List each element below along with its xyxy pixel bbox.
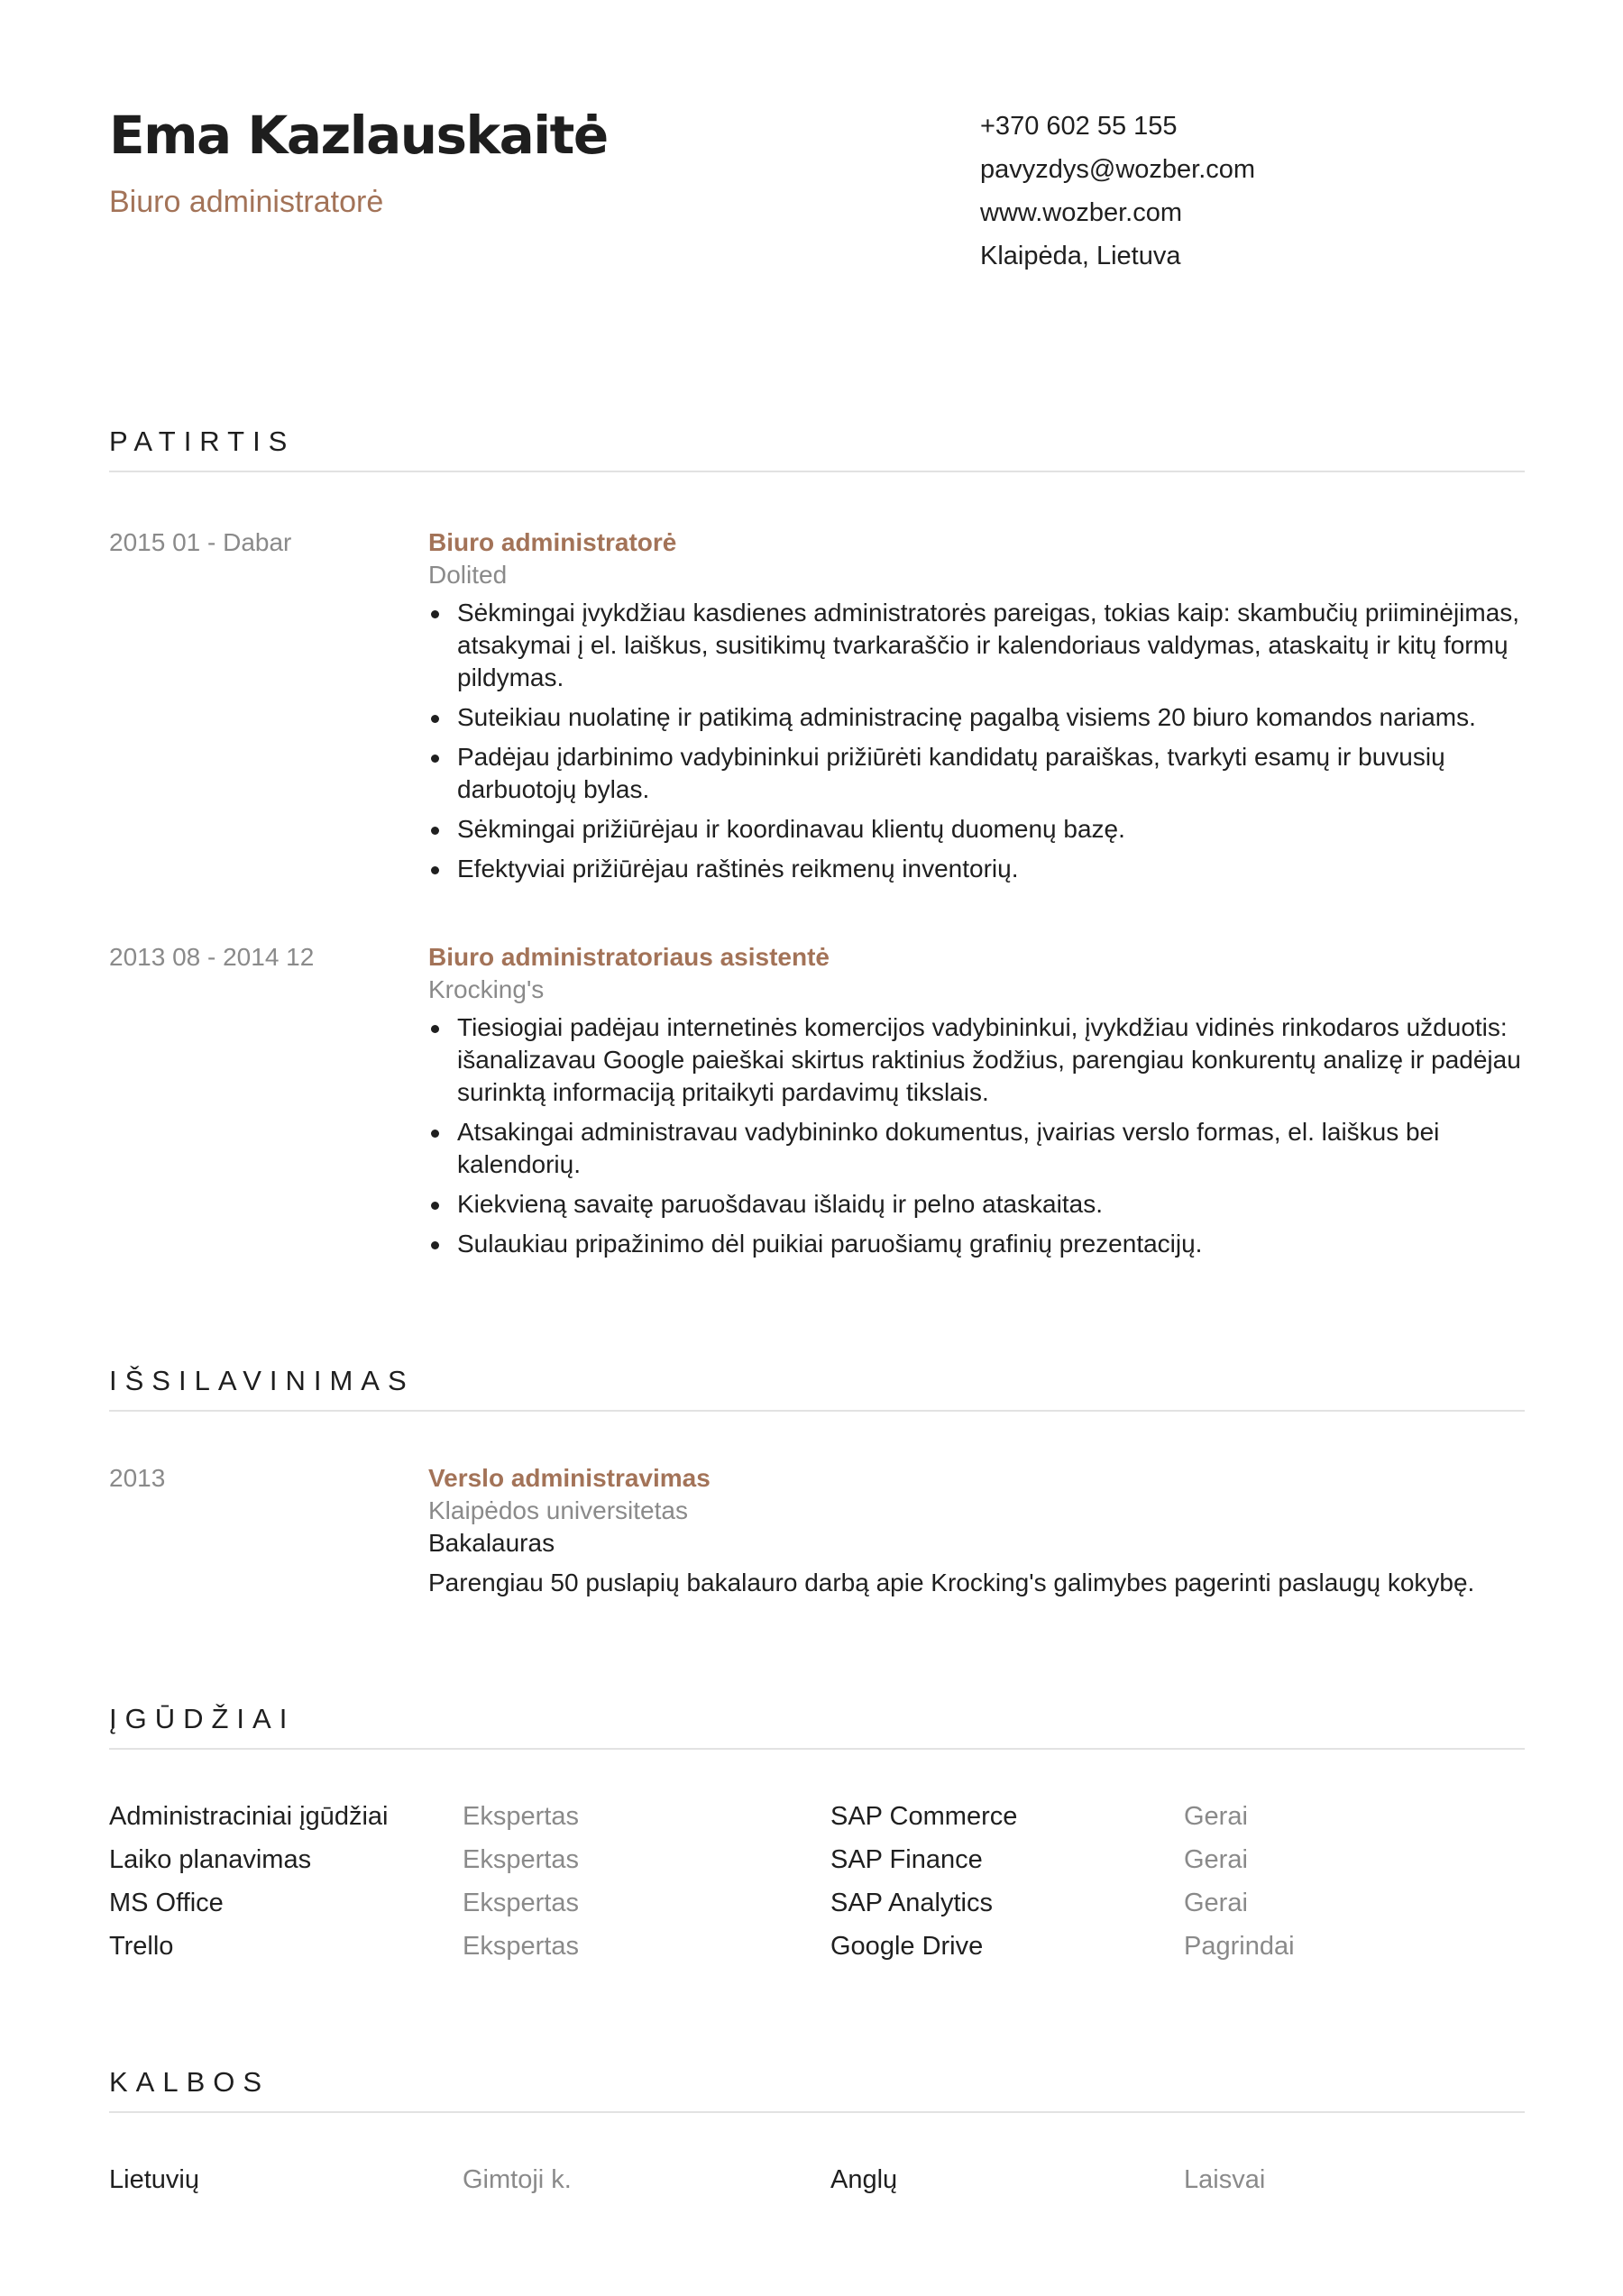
skill-level: Ekspertas [463, 1845, 579, 1874]
skill-level: Gerai [1184, 1845, 1248, 1874]
skill-name: SAP Commerce [830, 1802, 1018, 1831]
contact-location: Klaipėda, Lietuva [980, 242, 1181, 270]
skill-name: Administraciniai įgūdžiai [109, 1802, 389, 1831]
contact-website: www.wozber.com [980, 198, 1183, 227]
bullet-item: Suteikiau nuolatinę ir patikimą administracinę pagalbą visiems 20 biuro komandos nariams. [428, 701, 1525, 734]
section-divider [109, 471, 1525, 472]
section-title-skills: ĮGŪDŽIAI [109, 1703, 296, 1734]
skill-level: Pagrindai [1184, 1932, 1295, 1961]
bullet-item: Kiekvieną savaitę paruošdavau išlaidų ir pelno ataskaitas. [428, 1188, 1525, 1221]
section-title-languages: KALBOS [109, 2066, 270, 2098]
resume-header [109, 99, 608, 222]
skill-name: SAP Finance [830, 1845, 983, 1874]
skill-level: Gerai [1184, 1889, 1248, 1917]
section-divider [109, 2111, 1525, 2113]
education-section [109, 1363, 1525, 1599]
entry-field: Verslo administravimas [428, 1464, 711, 1492]
entry-bullets [428, 597, 1525, 885]
skill-name: MS Office [109, 1889, 224, 1917]
languages-section [109, 2064, 1525, 2201]
section-title-education: IŠSILAVINIMAS [109, 1365, 415, 1396]
bullet-item: Atsakingai administravau vadybininko dokumentus, įvairias verslo formas, el. laiškus bei kalendorių. [428, 1116, 1525, 1181]
candidate-role: Biuro administratorė [109, 185, 384, 219]
entry-position: Biuro administratorė [428, 528, 677, 556]
education-entry [109, 1462, 1525, 1599]
skill-name: Laiko planavimas [109, 1845, 312, 1874]
language-name: Lietuvių [109, 2165, 199, 2194]
section-title-experience: PATIRTIS [109, 425, 296, 457]
skill-name: Google Drive [830, 1932, 984, 1961]
skill-name: SAP Analytics [830, 1889, 994, 1917]
entry-date: 2013 08 - 2014 12 [109, 943, 315, 971]
entry-degree: Bakalauras [428, 1529, 555, 1557]
entry-company: Krocking's [428, 975, 545, 1003]
bullet-item: Tiesiogiai padėjau internetinės komercijos vadybininkui, įvykdžiau vidinės rinkodaros užduotis: išanalizavau Google paieškai skirtus raktinius žodžius, parengiau konkurentų analizę ir padėjau surinktą informaciją pritaikyti pardavimų tikslais. [428, 1011, 1525, 1109]
skills-section [109, 1701, 1525, 1968]
language-level: Gimtoji k. [463, 2165, 572, 2194]
experience-entry [109, 941, 1525, 1260]
languages-list [109, 2158, 1525, 2201]
bullet-item: Sėkmingai prižiūrėjau ir koordinavau klientų duomenų bazę. [428, 813, 1525, 846]
language-level: Laisvai [1184, 2165, 1266, 2194]
skill-level: Ekspertas [463, 1932, 579, 1961]
entry-date: 2015 01 - Dabar [109, 528, 292, 556]
skill-name: Trello [109, 1932, 174, 1961]
skill-level: Ekspertas [463, 1889, 579, 1917]
entry-school: Klaipėdos universitetas [428, 1496, 688, 1524]
bullet-item: Sulaukiau pripažinimo dėl puikiai paruošiamų grafinių prezentacijų. [428, 1228, 1525, 1260]
language-name: Anglų [830, 2165, 898, 2194]
contact-email: pavyzdys@wozber.com [980, 155, 1256, 184]
entry-position: Biuro administratoriaus asistentė [428, 943, 830, 971]
candidate-name: Ema Kazlauskaitė [109, 105, 608, 166]
entry-description: Parengiau 50 puslapių bakalauro darbą apie Krocking's galimybes pagerinti paslaugų kokybę. [428, 1569, 1475, 1596]
experience-section [109, 424, 1525, 1267]
bullet-item: Efektyviai prižiūrėjau raštinės reikmenų inventorių. [428, 853, 1525, 885]
entry-company: Dolited [428, 561, 508, 589]
section-divider [109, 1410, 1525, 1412]
contact-list [980, 105, 1255, 278]
entry-bullets [428, 1011, 1525, 1260]
skills-list [109, 1795, 1525, 1968]
experience-entry [109, 526, 1525, 885]
bullet-item: Padėjau įdarbinimo vadybininkui prižiūrėti kandidatų paraiškas, tvarkyti esamų ir buvusių darbuotojų bylas. [428, 741, 1525, 806]
skill-level: Gerai [1184, 1802, 1248, 1831]
entry-date: 2013 [109, 1464, 166, 1492]
section-divider [109, 1748, 1525, 1750]
contact-phone: +370 602 55 155 [980, 112, 1178, 141]
bullet-item: Sėkmingai įvykdžiau kasdienes administratorės pareigas, tokias kaip: skambučių priiminėjimas, atsakymai į el. laiškus, susitikimų tvarkaraščio ir kalendoriaus valdymas, ataskaitų ir kitų formų pildymas. [428, 597, 1525, 694]
skill-level: Ekspertas [463, 1802, 579, 1831]
